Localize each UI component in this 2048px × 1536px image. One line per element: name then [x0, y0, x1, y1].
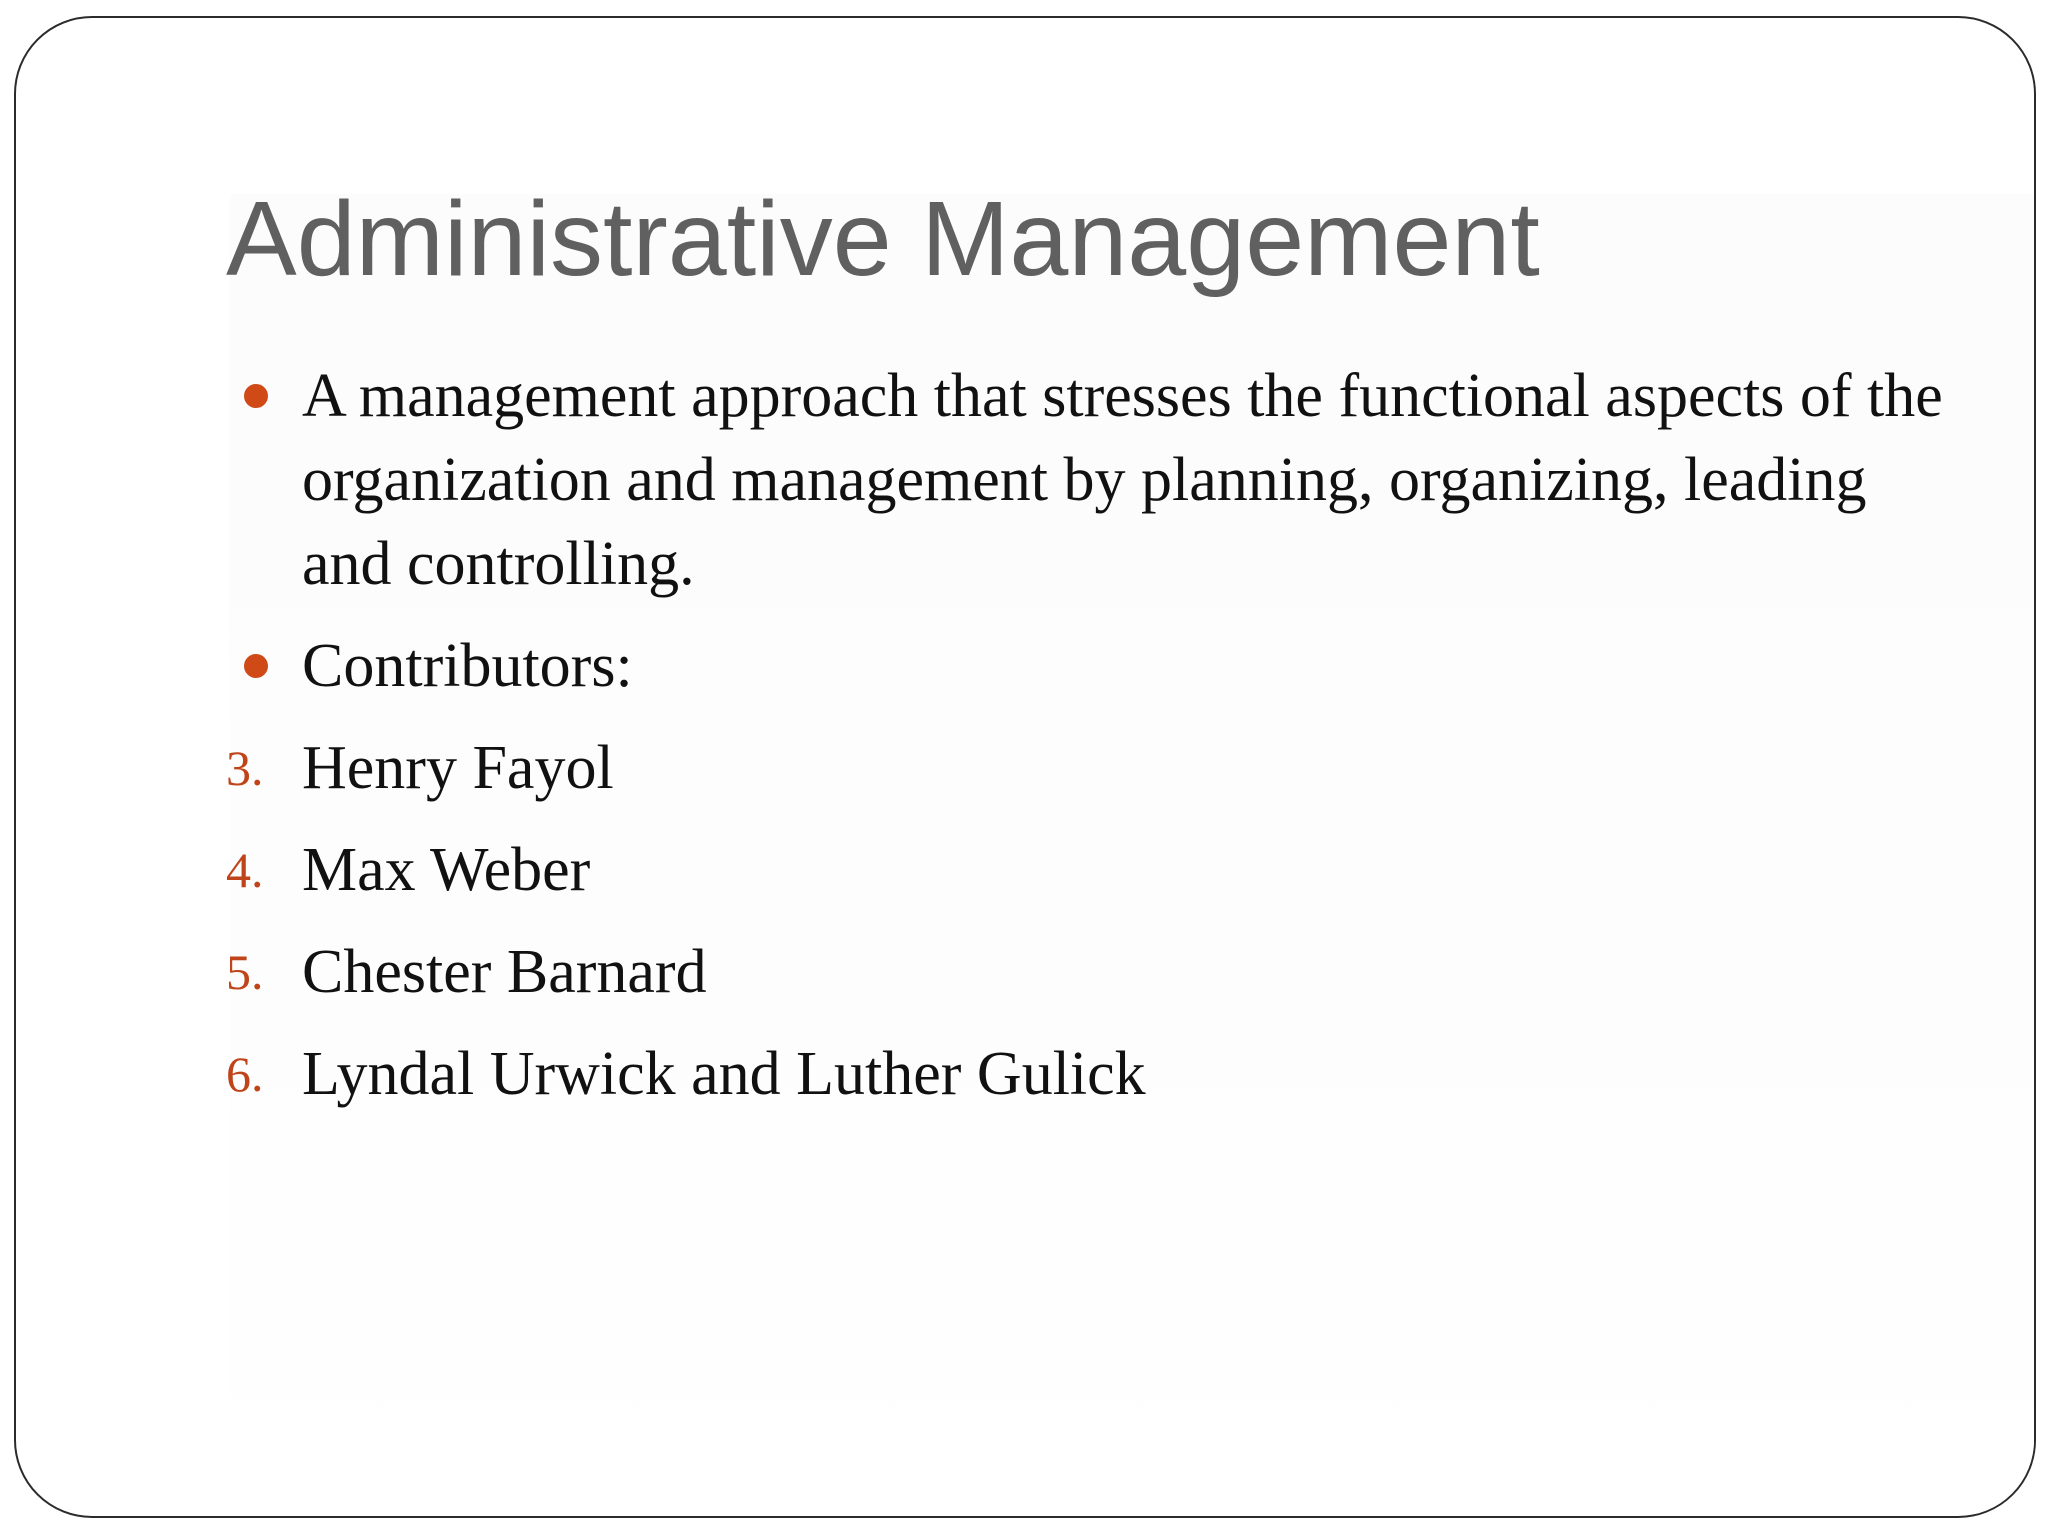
list-number: 5.	[226, 944, 264, 1000]
list-number: 3.	[226, 740, 264, 796]
bullet-dot-icon	[244, 384, 268, 408]
contributor-item	[226, 726, 1946, 810]
contributor-name: Chester Barnard	[302, 938, 707, 1006]
slide-body	[226, 354, 1946, 1134]
list-number: 4.	[226, 842, 264, 898]
bullet-item-contributors	[226, 624, 1946, 708]
slide-title: Administrative Management	[226, 180, 1540, 298]
bullet-item-definition	[226, 354, 1946, 606]
contributor-item	[226, 828, 1946, 912]
bullet-dot-icon	[244, 654, 268, 678]
contributor-item	[226, 930, 1946, 1014]
contributor-item	[226, 1032, 1946, 1116]
list-number: 6.	[226, 1046, 264, 1102]
contributor-name: Henry Fayol	[302, 734, 614, 802]
bullet-text: A management approach that stresses the functional aspects of the organization and management by planning, organizing, leading and controlling.	[302, 362, 1943, 598]
contributor-name: Lyndal Urwick and Luther Gulick	[302, 1040, 1146, 1108]
bullet-text: Contributors:	[302, 632, 633, 700]
contributor-name: Max Weber	[302, 836, 591, 904]
slide-frame	[14, 16, 2036, 1518]
